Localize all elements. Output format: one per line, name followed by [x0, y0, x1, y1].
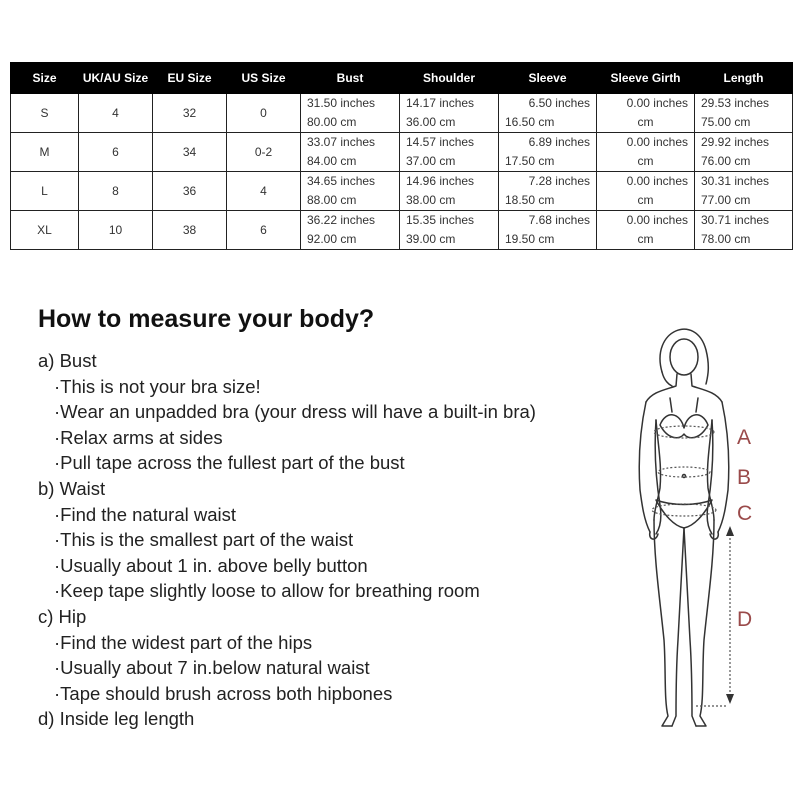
cell-length	[695, 133, 793, 172]
cell-uk-au: 10	[79, 211, 153, 250]
shoulder-cm: 36.00 cm	[406, 115, 456, 129]
section-heading-inside-leg: d) Inside leg length	[38, 708, 195, 730]
length-cm: 76.00 cm	[701, 154, 751, 168]
cell-sleeve	[499, 94, 597, 133]
sleeve-inches: 7.68 inches	[528, 213, 590, 227]
sleeve-inches: 7.28 inches	[528, 174, 590, 188]
list-item: ·Usually about 7 in.below natural waist	[54, 657, 370, 679]
header-sleeve: Sleeve	[499, 63, 597, 94]
bra-straps	[670, 398, 698, 412]
cell-sleeve	[499, 172, 597, 211]
arrow-down-icon	[726, 694, 734, 704]
sleeve-cm: 17.50 cm	[505, 154, 555, 168]
hair-strand	[662, 372, 672, 386]
list-item: ·Pull tape across the fullest part of the bust	[54, 452, 405, 474]
shoulder-cm: 39.00 cm	[406, 232, 456, 246]
bust-inches: 34.65 inches	[307, 174, 376, 188]
bust-inches: 36.22 inches	[307, 213, 376, 227]
cell-uk-au: 8	[79, 172, 153, 211]
table-row	[11, 211, 793, 250]
header-uk-au-size: UK/AU Size	[79, 63, 153, 94]
cell-eu: 34	[153, 133, 227, 172]
list-item: ·Find the widest part of the hips	[54, 631, 313, 653]
arrow-up-icon	[726, 526, 734, 536]
label-c: C	[737, 502, 753, 525]
cell-shoulder	[400, 211, 499, 250]
cell-sleeve-girth	[597, 211, 695, 250]
table-row	[11, 94, 793, 133]
label-d: D	[737, 608, 753, 631]
shoulder-cm: 38.00 cm	[406, 193, 456, 207]
cell-sleeve-girth	[597, 133, 695, 172]
left-leg-outer	[654, 520, 672, 726]
shoulder-cm: 37.00 cm	[406, 154, 456, 168]
sleeve-girth-inches: 0.00 inches	[626, 174, 688, 188]
header-length: Length	[695, 63, 793, 94]
cell-uk-au: 4	[79, 94, 153, 133]
cell-bust	[301, 94, 400, 133]
left-shoulder-line	[646, 374, 677, 402]
shoulder-inches: 14.17 inches	[406, 96, 475, 110]
cell-size: L	[11, 172, 79, 211]
header-shoulder: Shoulder	[400, 63, 499, 94]
right-leg-outer	[696, 520, 714, 726]
cell-eu: 38	[153, 211, 227, 250]
cell-shoulder	[400, 133, 499, 172]
bust-cm: 92.00 cm	[307, 232, 357, 246]
sleeve-girth-inches: 0.00 inches	[626, 96, 688, 110]
list-item: ·Keep tape slightly loose to allow for breathing room	[54, 580, 480, 602]
list-item: ·This is the smallest part of the waist	[54, 529, 354, 551]
sleeve-inches: 6.89 inches	[528, 135, 590, 149]
body-measurement-figure	[608, 318, 784, 800]
list-item: ·Usually about 1 in. above belly button	[54, 554, 368, 576]
length-cm: 77.00 cm	[701, 193, 751, 207]
length-inches: 29.53 inches	[701, 96, 770, 110]
cell-uk-au: 6	[79, 133, 153, 172]
section-heading-bust: a) Bust	[38, 350, 97, 371]
length-inches: 30.71 inches	[701, 213, 770, 227]
sleeve-cm: 19.50 cm	[505, 232, 555, 246]
cell-shoulder	[400, 94, 499, 133]
bust-cm: 80.00 cm	[307, 115, 357, 129]
sleeve-girth-inches: 0.00 inches	[626, 213, 688, 227]
shoulder-inches: 14.57 inches	[406, 135, 475, 149]
cell-sleeve-girth	[597, 94, 695, 133]
cell-length	[695, 94, 793, 133]
bra-outline	[660, 415, 708, 438]
header-size: Size	[11, 63, 79, 94]
cell-bust	[301, 133, 400, 172]
right-leg-inner	[684, 528, 696, 726]
shoulder-inches: 14.96 inches	[406, 174, 475, 188]
label-a: A	[737, 426, 752, 449]
header-us-size: US Size	[227, 63, 301, 94]
cell-sleeve	[499, 133, 597, 172]
left-leg-inner	[672, 528, 684, 726]
length-cm: 75.00 cm	[701, 115, 751, 129]
cell-us: 0	[227, 94, 301, 133]
cell-length	[695, 172, 793, 211]
length-inches: 29.92 inches	[701, 135, 770, 149]
cell-eu: 36	[153, 172, 227, 211]
table-row	[11, 133, 793, 172]
size-chart-table	[10, 62, 793, 250]
length-inches: 30.31 inches	[701, 174, 770, 188]
header-eu-size: EU Size	[153, 63, 227, 94]
sleeve-girth-cm: cm	[637, 154, 654, 168]
bust-cm: 84.00 cm	[307, 154, 357, 168]
cell-us: 6	[227, 211, 301, 250]
waist-line	[658, 467, 710, 477]
female-body-outline	[639, 329, 729, 726]
cell-eu: 32	[153, 94, 227, 133]
cell-size: S	[11, 94, 79, 133]
sleeve-girth-cm: cm	[637, 115, 654, 129]
list-item: ·Find the natural waist	[54, 503, 237, 525]
cell-sleeve-girth	[597, 172, 695, 211]
section-heading-hip: c) Hip	[38, 605, 87, 627]
sleeve-cm: 18.50 cm	[505, 193, 555, 207]
bust-inches: 31.50 inches	[307, 96, 376, 110]
shoulder-inches: 15.35 inches	[406, 213, 475, 227]
cell-sleeve	[499, 211, 597, 250]
sleeve-inches: 6.50 inches	[528, 96, 590, 110]
header-sleeve-girth: Sleeve Girth	[597, 63, 695, 94]
sleeve-girth-cm: cm	[637, 193, 654, 207]
sleeve-cm: 16.50 cm	[505, 115, 555, 129]
bust-cm: 88.00 cm	[307, 193, 357, 207]
head-outline	[670, 339, 698, 375]
cell-shoulder	[400, 172, 499, 211]
table-header-row	[11, 63, 793, 94]
hair-outline	[660, 329, 708, 384]
section-heading-waist: b) Waist	[38, 477, 106, 499]
list-item: ·Wear an unpadded bra (your dress will have a built-in bra)	[54, 401, 536, 423]
page-title: How to measure your body?	[38, 305, 375, 333]
cell-us: 4	[227, 172, 301, 211]
label-b: B	[737, 466, 752, 489]
cell-length	[695, 211, 793, 250]
list-item: ·This is not your bra size!	[54, 375, 261, 397]
table-row	[11, 172, 793, 211]
cell-bust	[301, 211, 400, 250]
cell-us: 0-2	[227, 133, 301, 172]
left-arm-outer	[639, 402, 650, 532]
right-arm-outer	[718, 402, 729, 532]
sleeve-girth-cm: cm	[637, 232, 654, 246]
bust-inches: 33.07 inches	[307, 135, 376, 149]
length-cm: 78.00 cm	[701, 232, 751, 246]
cell-bust	[301, 172, 400, 211]
list-item: ·Relax arms at sides	[54, 426, 223, 448]
cell-size: XL	[11, 211, 79, 250]
list-item: ·Tape should brush across both hipbones	[54, 682, 393, 704]
measurement-instructions	[38, 348, 598, 732]
cell-size: M	[11, 133, 79, 172]
sleeve-girth-inches: 0.00 inches	[626, 135, 688, 149]
header-bust: Bust	[301, 63, 400, 94]
